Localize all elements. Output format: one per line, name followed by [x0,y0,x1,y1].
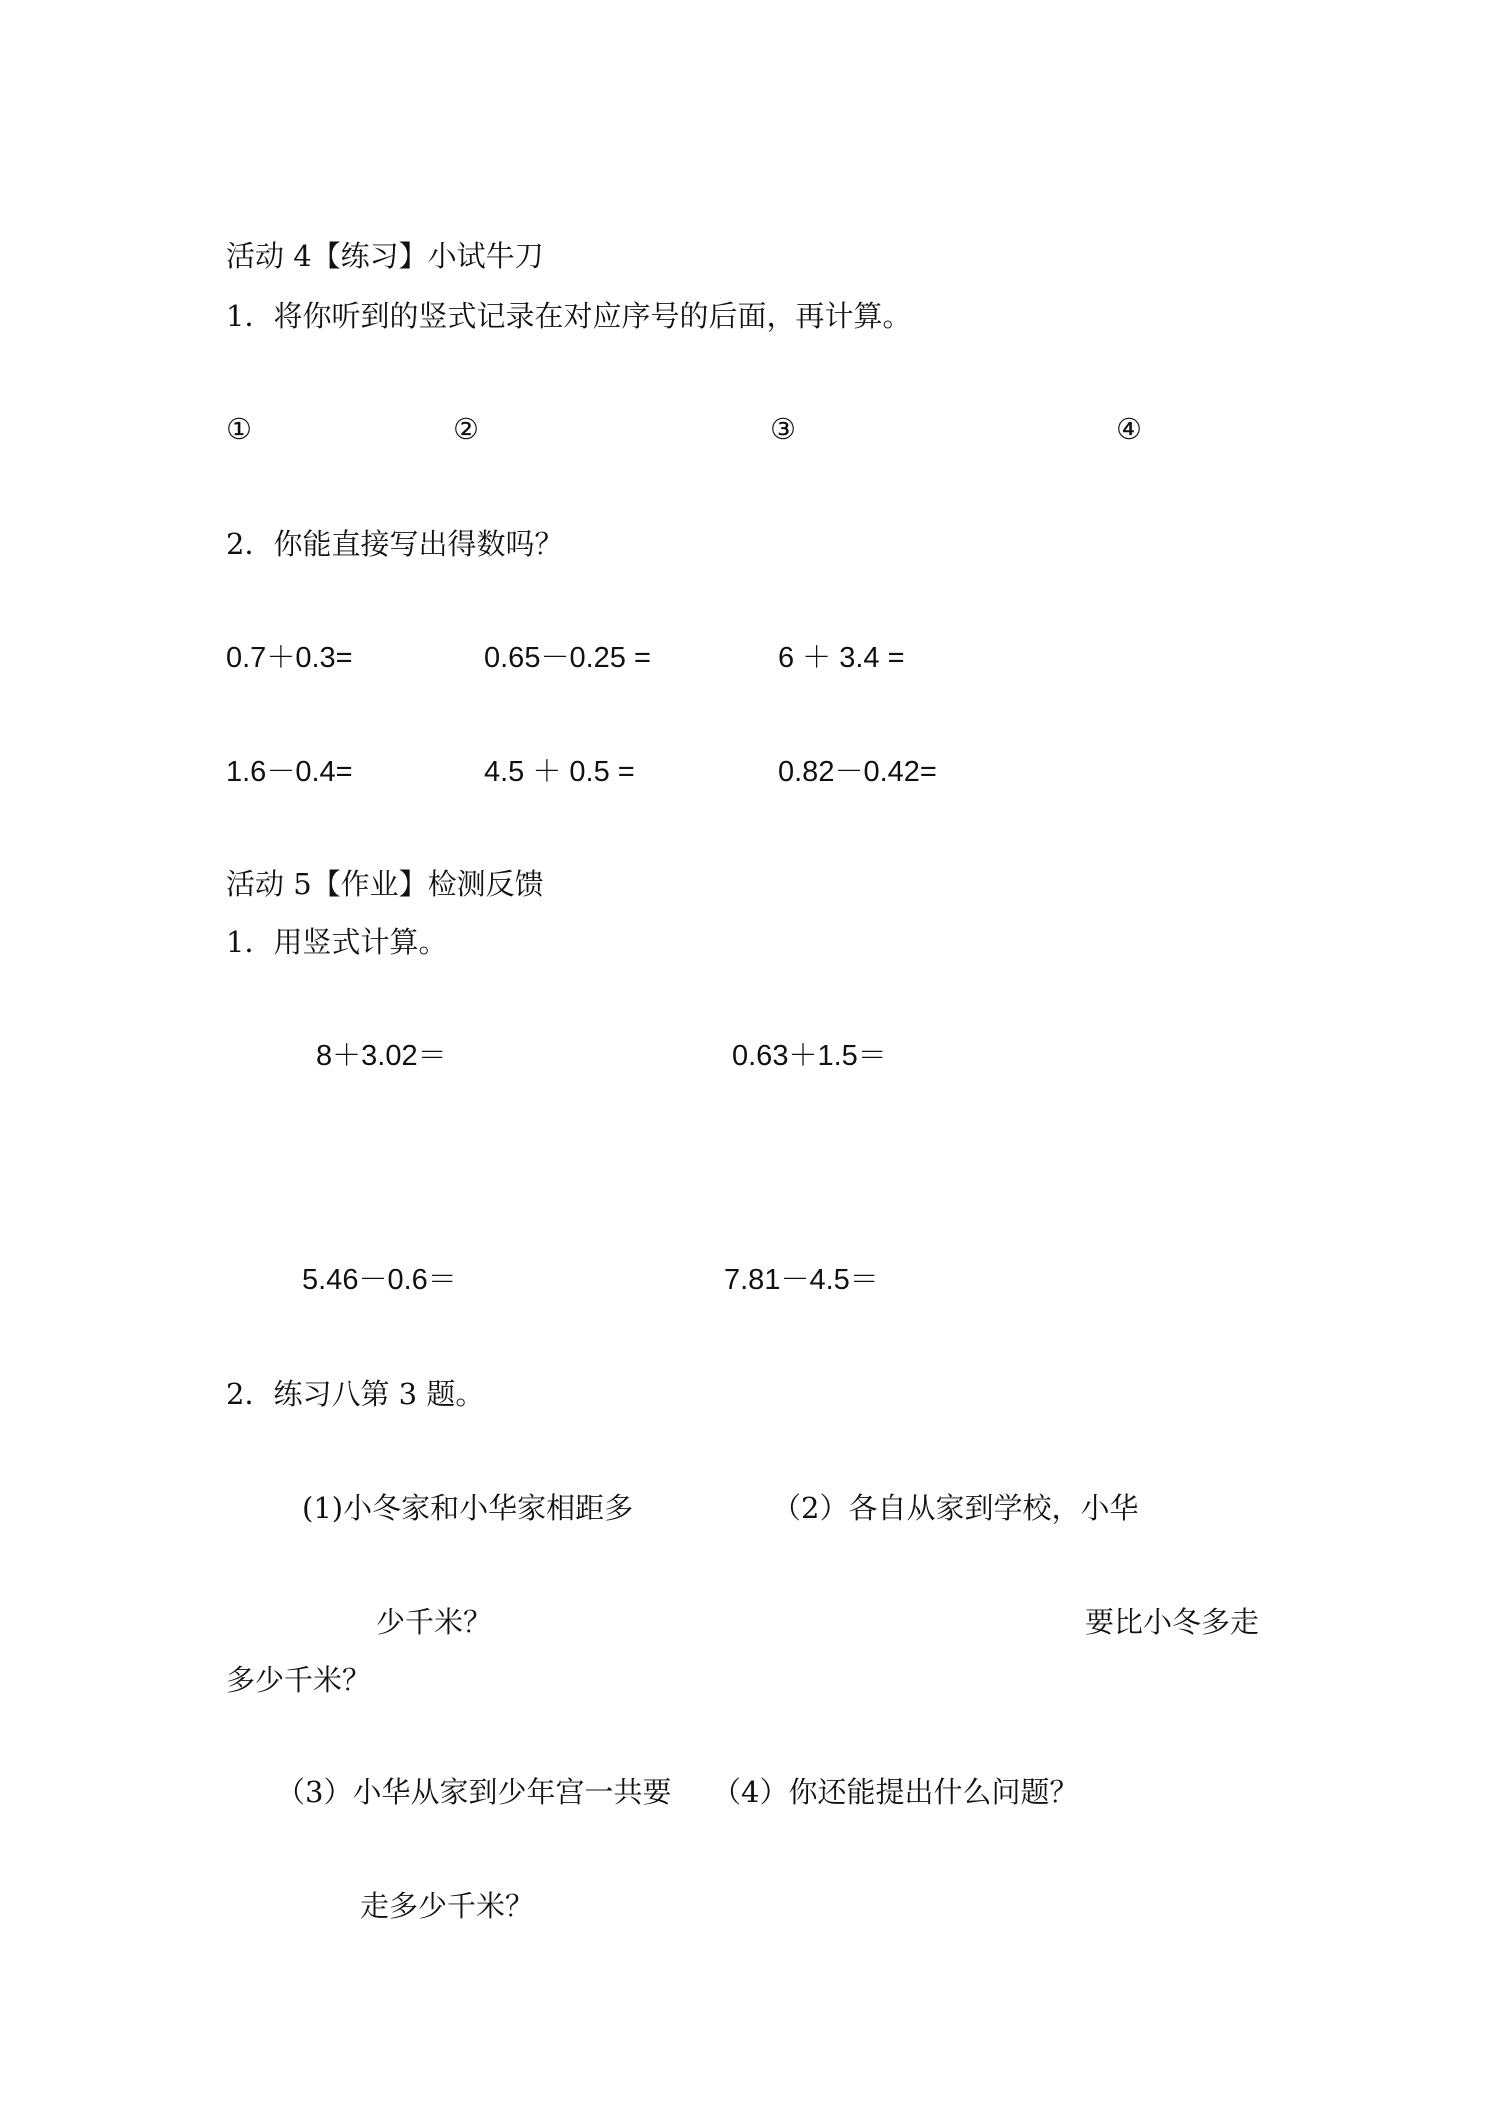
oral-calc-6: 0.82－0.42= [778,756,937,788]
activity4-heading: 活动 4【练习】小试牛刀 [226,239,544,273]
marker-1: ① [226,412,252,446]
marker-2: ② [453,412,479,446]
oral-calc-1: 0.7＋0.3= [226,642,353,674]
vertical-calc-4: 7.81－4.5＝ [724,1264,879,1296]
marker-4: ④ [1116,412,1142,446]
oral-calc-5: 4.5 ＋ 0.5 = [484,756,635,788]
activity4-question2: 2．你能直接写出得数吗？ [226,527,564,561]
activity5-question1: 1．用竖式计算。 [226,925,448,959]
activity5-heading: 活动 5【作业】检测反馈 [226,867,544,901]
oral-calc-2: 0.65－0.25 = [484,642,651,674]
marker-3: ③ [770,412,796,446]
sub-question-3-line2: 走多少千米？ [360,1889,535,1923]
vertical-calc-1: 8＋3.02＝ [316,1040,447,1072]
activity5-question2: 2．练习八第 3 题。 [226,1377,485,1411]
sub-question-2-line2: 要比小冬多走 [1085,1605,1260,1639]
sub-question-2-line3: 多少千米？ [226,1663,372,1697]
sub-question-4: （4）你还能提出什么问题？ [712,1775,1079,1809]
oral-calc-4: 1.6－0.4= [226,756,353,788]
sub-question-1-line2: 少千米？ [376,1605,493,1639]
activity4-question1: 1．将你听到的竖式记录在对应序号的后面，再计算。 [226,299,912,333]
sub-question-2-line1: （2）各自从家到学校，小华 [772,1491,1139,1525]
vertical-calc-3: 5.46－0.6＝ [302,1264,457,1296]
sub-question-3-line1: （3）小华从家到少年宫一共要 [276,1775,672,1809]
oral-calc-3: 6 ＋ 3.4 = [778,642,905,674]
vertical-calc-2: 0.63＋1.5＝ [732,1040,887,1072]
sub-question-1-line1: (1)小冬家和小华家相距多 [302,1491,634,1525]
